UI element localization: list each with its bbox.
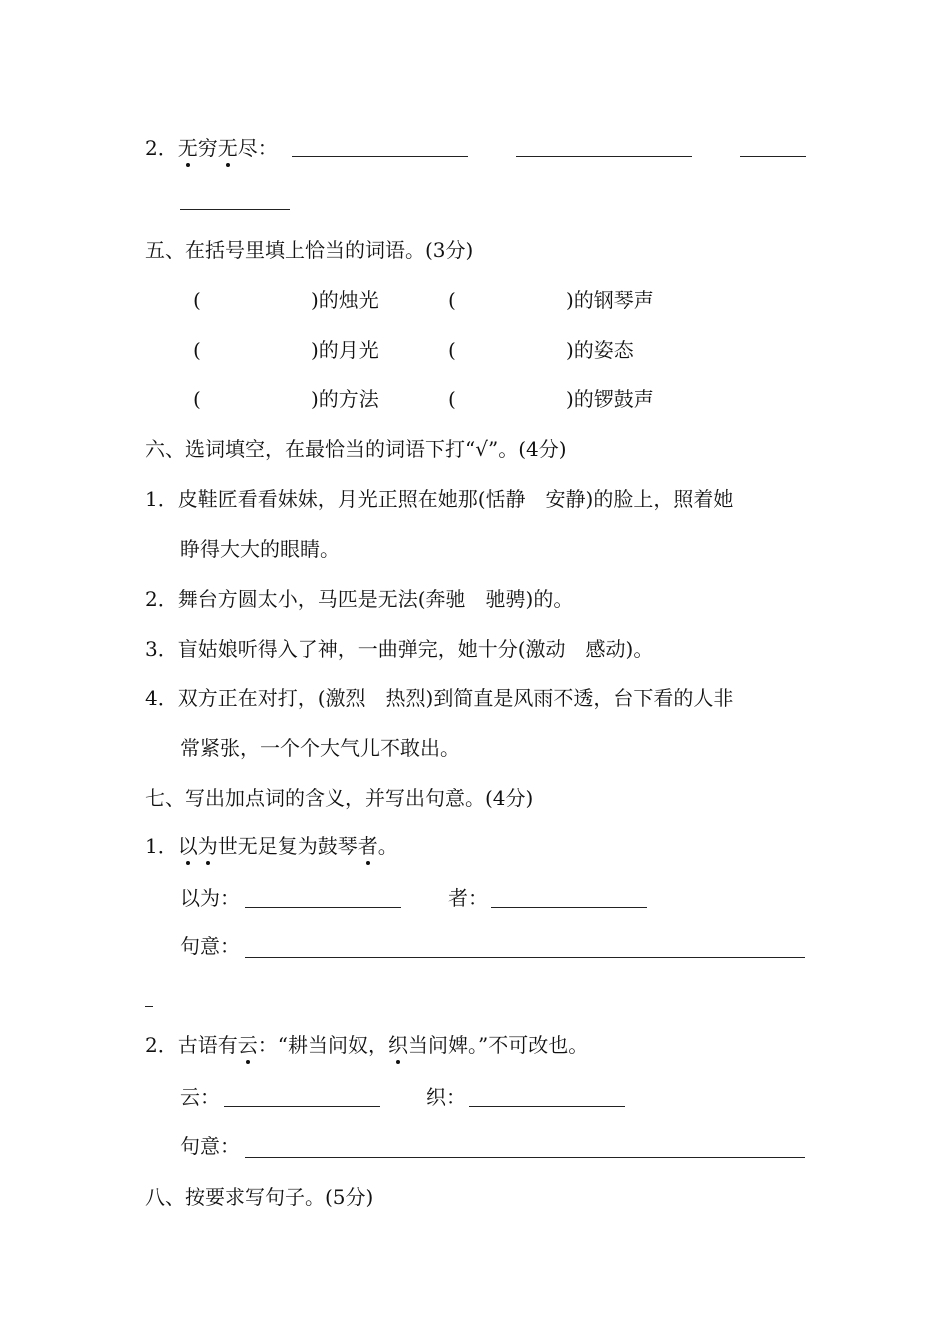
q4-item2-colon: ： [257,136,278,160]
answer-blank[interactable] [292,156,468,157]
fill-blank-open: ( [193,288,201,312]
s7-q1-number: 1． [145,834,178,858]
fill-blank-phrase: )的方法 [311,387,379,411]
fill-blank-open: ( [193,338,201,362]
s7-q1-text: 世无足复为鼓琴 [217,834,358,858]
section8-heading: 八、按要求写句子。(5分) [145,1185,374,1209]
answer-blank[interactable] [180,209,290,210]
answer-blank[interactable] [469,1106,625,1107]
fill-blank-open: ( [448,288,456,312]
answer-blank[interactable] [491,907,647,908]
s6-q4-line2: 常紧张，一个个大气儿不敢出。 [180,736,460,760]
emphasis-char: 无 [217,136,238,160]
q4-item2-char: 穷 [197,136,218,160]
section6-heading: 六、选词填空，在最恰当的词语下打“√”。(4分) [145,437,567,461]
fill-blank-open: ( [448,387,456,411]
s7-q2-label-zhi: 织： [426,1085,466,1109]
fill-blank-open: ( [193,387,201,411]
answer-blank-continuation [145,1006,153,1007]
fill-blank-phrase: )的锣鼓声 [566,387,654,411]
answer-blank[interactable] [245,957,805,958]
answer-blank[interactable] [245,907,401,908]
s7-q1-label-yiwei: 以为： [180,886,240,910]
s7-q1-sentence [145,832,398,860]
fill-blank-phrase: )的烛光 [311,288,379,312]
s6-q2: 2．舞台方圆太小，马匹是无法(奔驰 驰骋)的。 [145,587,574,611]
q4-item2-number: 2． [145,136,178,160]
s7-q2-sentence [145,1031,588,1059]
fill-blank-phrase: )的姿态 [566,338,634,362]
s7-q2-number: 2． [145,1033,178,1057]
fill-blank-open: ( [448,338,456,362]
s7-q2-text: 古语有 [177,1033,238,1057]
q4-item2-char: 尽 [237,136,258,160]
fill-blank-phrase: )的月光 [311,338,379,362]
emphasis-char: 无 [177,136,198,160]
q4-item2 [145,134,278,162]
section7-heading: 七、写出加点词的含义，并写出句意。(4分) [145,786,534,810]
emphasis-char: 以 [177,834,198,858]
answer-blank[interactable] [740,156,806,157]
s7-q2-text: 当问婢。”不可改也。 [407,1033,589,1057]
s7-q1-end: 。 [377,834,398,858]
section5-heading: 五、在括号里填上恰当的词语。(3分) [145,238,474,262]
s7-q1-label-zhe: 者： [448,886,488,910]
s7-q2-label-yun: 云： [180,1085,220,1109]
emphasis-char: 为 [197,834,218,858]
s6-q1-line1: 1．皮鞋匠看看妹妹，月光正照在她那(恬静 安静)的脸上，照着她 [145,487,734,511]
s6-q3: 3．盲姑娘听得入了神，一曲弹完，她十分(激动 感动)。 [145,637,654,661]
fill-blank-phrase: )的钢琴声 [566,288,654,312]
answer-blank[interactable] [245,1157,805,1158]
s6-q1-line2: 睁得大大的眼睛。 [180,537,340,561]
s7-q1-meaning-label: 句意： [180,934,240,958]
emphasis-char: 者 [357,834,378,858]
answer-blank[interactable] [224,1106,380,1107]
s7-q2-meaning-label: 句意： [180,1134,240,1158]
s6-q4-line1: 4．双方正在对打，(激烈 热烈)到简直是风雨不透，台下看的人非 [145,686,734,710]
s7-q2-text: ：“耕当问奴， [257,1033,388,1057]
emphasis-char: 织 [387,1033,408,1057]
answer-blank[interactable] [516,156,692,157]
emphasis-char: 云 [237,1033,258,1057]
